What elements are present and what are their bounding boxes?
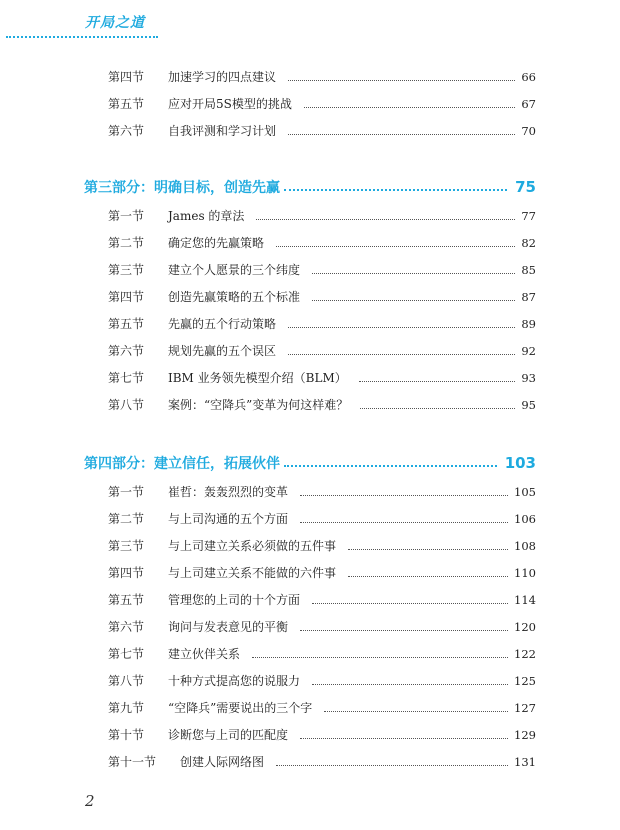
section-number: 第五节 <box>108 317 145 331</box>
section-title: 建立个人愿景的三个纬度 <box>168 263 301 277</box>
page-number: 122 <box>514 647 536 661</box>
toc-entry[interactable] <box>108 286 536 308</box>
section-number: 第五节 <box>108 97 145 111</box>
dot-leader <box>300 630 508 631</box>
toc-entry[interactable] <box>108 670 536 692</box>
page-number: 93 <box>521 371 536 385</box>
section-title: “空降兵”需要说出的三个字 <box>168 701 313 715</box>
section-title: 建立伙伴关系 <box>168 647 241 661</box>
dot-leader <box>252 657 508 658</box>
section-number: 第六节 <box>108 620 145 634</box>
section-number: 第六节 <box>108 124 145 138</box>
section-number: 第十节 <box>108 728 145 742</box>
dot-leader <box>288 354 515 355</box>
section-title: 加速学习的四点建议 <box>168 70 277 84</box>
toc-entry[interactable] <box>108 367 536 389</box>
page-number: 67 <box>521 97 536 111</box>
toc-part-heading[interactable] <box>84 174 536 200</box>
page-number: 127 <box>514 701 536 715</box>
dot-leader <box>300 522 508 523</box>
toc-entry[interactable] <box>108 66 536 88</box>
dot-leader <box>276 246 515 247</box>
section-number: 第六节 <box>108 344 145 358</box>
toc-entry[interactable] <box>108 120 536 142</box>
dot-leader <box>288 134 515 135</box>
page-number: 105 <box>514 485 536 499</box>
header-dotted-rule <box>6 36 158 38</box>
page-number: 106 <box>514 512 536 526</box>
page-number: 95 <box>521 398 536 412</box>
dot-leader <box>284 465 497 467</box>
section-title: James 的章法 <box>168 209 245 223</box>
toc-part-heading[interactable] <box>84 450 536 476</box>
page-number: 125 <box>514 674 536 688</box>
dot-leader <box>288 327 515 328</box>
page-number: 77 <box>521 209 536 223</box>
section-number: 第九节 <box>108 701 145 715</box>
toc-entry[interactable] <box>108 535 536 557</box>
section-title: 诊断您与上司的匹配度 <box>168 728 289 742</box>
section-number: 第二节 <box>108 236 145 250</box>
toc-entry[interactable] <box>108 616 536 638</box>
section-number: 第三节 <box>108 539 145 553</box>
section-title: 创建人际网络图 <box>180 755 265 769</box>
dot-leader <box>312 273 515 274</box>
page-number: 110 <box>514 566 536 580</box>
toc-entry[interactable] <box>108 724 536 746</box>
section-title: 应对开局5S模型的挑战 <box>168 97 292 111</box>
page-number: 87 <box>521 290 536 304</box>
toc-entry[interactable] <box>108 751 536 773</box>
part-page-number: 75 <box>515 178 536 196</box>
dot-leader <box>359 381 516 382</box>
page-number: 131 <box>514 755 536 769</box>
part-title: 第四部分：建立信任，拓展伙伴 <box>84 456 280 472</box>
section-number: 第一节 <box>108 485 145 499</box>
dot-leader <box>348 576 508 577</box>
part-page-number: 103 <box>504 454 536 472</box>
dot-leader <box>256 219 515 220</box>
section-title: 与上司建立关系必须做的五件事 <box>168 539 337 553</box>
toc-entry[interactable] <box>108 259 536 281</box>
section-number: 第四节 <box>108 566 145 580</box>
section-number: 第七节 <box>108 647 145 661</box>
dot-leader <box>284 189 507 191</box>
toc-entry[interactable] <box>108 589 536 611</box>
dot-leader <box>348 549 508 550</box>
toc-entry[interactable] <box>108 697 536 719</box>
section-title: 创造先赢策略的五个标准 <box>168 290 301 304</box>
toc-entry[interactable] <box>108 93 536 115</box>
section-title: 崔哲：轰轰烈烈的变革 <box>168 485 289 499</box>
section-title: 确定您的先赢策略 <box>168 236 265 250</box>
dot-leader <box>300 738 508 739</box>
section-number: 第一节 <box>108 209 145 223</box>
section-title: 与上司沟通的五个方面 <box>168 512 289 526</box>
dot-leader <box>312 603 508 604</box>
section-number: 第四节 <box>108 70 145 84</box>
toc-entry[interactable] <box>108 205 536 227</box>
page-number: 89 <box>521 317 536 331</box>
page-footer-number: 2 <box>85 792 95 810</box>
dot-leader <box>288 80 515 81</box>
section-number: 第八节 <box>108 398 145 412</box>
section-title: 先赢的五个行动策略 <box>168 317 277 331</box>
section-number: 第七节 <box>108 371 145 385</box>
dot-leader <box>312 300 515 301</box>
section-number: 第四节 <box>108 290 145 304</box>
section-title: 案例：“空降兵”变革为何这样难？ <box>168 398 349 412</box>
section-number: 第二节 <box>108 512 145 526</box>
page-number: 120 <box>514 620 536 634</box>
section-number: 第十一节 <box>108 755 157 769</box>
toc-entry[interactable] <box>108 394 536 416</box>
section-title: 规划先赢的五个误区 <box>168 344 277 358</box>
section-title: 询问与发表意见的平衡 <box>168 620 289 634</box>
dot-leader <box>360 408 515 409</box>
dot-leader <box>300 495 508 496</box>
section-number: 第五节 <box>108 593 145 607</box>
section-title: 自我评测和学习计划 <box>168 124 277 138</box>
page-number: 129 <box>514 728 536 742</box>
toc-entry[interactable] <box>108 313 536 335</box>
section-title: 十种方式提高您的说服力 <box>168 674 301 688</box>
page-number: 70 <box>521 124 536 138</box>
section-title: IBM 业务领先模型介绍（BLM） <box>168 371 347 385</box>
part-title: 第三部分：明确目标，创造先赢 <box>84 180 280 196</box>
toc-entry[interactable] <box>108 481 536 503</box>
page-number: 82 <box>521 236 536 250</box>
section-title: 与上司建立关系不能做的六件事 <box>168 566 337 580</box>
toc-entry[interactable] <box>108 340 536 362</box>
toc-entry[interactable] <box>108 508 536 530</box>
dot-leader <box>324 711 508 712</box>
page-number: 108 <box>514 539 536 553</box>
section-number: 第八节 <box>108 674 145 688</box>
toc-entry[interactable] <box>108 643 536 665</box>
toc-entry[interactable] <box>108 562 536 584</box>
page-number: 92 <box>521 344 536 358</box>
running-header-title: 开局之道 <box>85 15 145 31</box>
page-number: 114 <box>514 593 536 607</box>
dot-leader <box>304 107 516 108</box>
section-number: 第三节 <box>108 263 145 277</box>
page-number: 66 <box>521 70 536 84</box>
dot-leader <box>312 684 508 685</box>
page-number: 85 <box>521 263 536 277</box>
section-title: 管理您的上司的十个方面 <box>168 593 301 607</box>
dot-leader <box>276 765 508 766</box>
toc-entry[interactable] <box>108 232 536 254</box>
